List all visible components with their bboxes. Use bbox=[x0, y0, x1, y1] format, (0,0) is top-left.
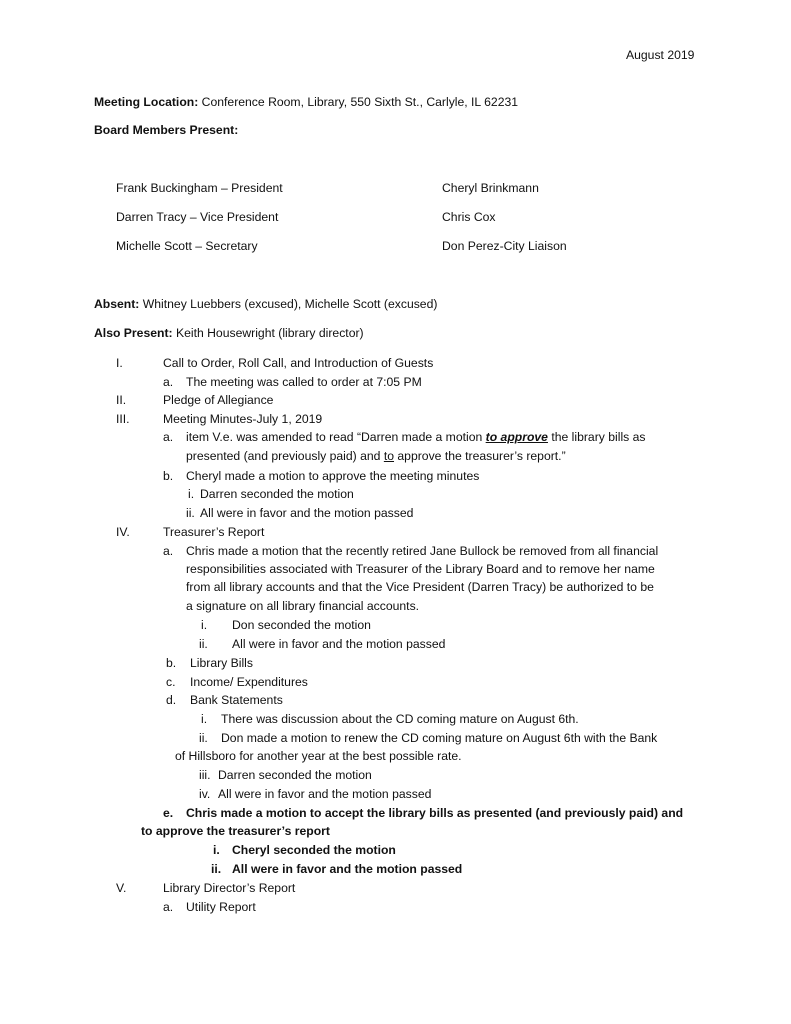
document-date: August 2019 bbox=[626, 48, 695, 62]
section-number: V. bbox=[116, 881, 127, 895]
meeting-location bbox=[94, 95, 518, 110]
subitem-mark: ii. bbox=[199, 731, 208, 745]
item-mark: b. bbox=[163, 469, 174, 483]
subitem-text: Cheryl seconded the motion bbox=[232, 843, 396, 857]
amendment-text: presented (and previously paid) and bbox=[186, 449, 384, 463]
board-member: Frank Buckingham – President bbox=[116, 181, 283, 195]
subitem-text: Darren seconded the motion bbox=[200, 487, 354, 501]
item-text: Income/ Expenditures bbox=[190, 675, 308, 689]
item-text-continued: responsibilities associated with Treasurer of the Library Board and to remove her name bbox=[186, 562, 655, 576]
board-member: Chris Cox bbox=[442, 210, 496, 224]
subitem-text: Darren seconded the motion bbox=[218, 768, 372, 782]
amendment-emphasis: to approve bbox=[485, 430, 548, 444]
meeting-location-label: Meeting Location: bbox=[94, 95, 199, 109]
subitem-mark: i. bbox=[188, 487, 195, 501]
motion-text: Chris made a motion to accept the library bills as presented (and previously paid) and bbox=[186, 806, 684, 820]
item-mark: c. bbox=[166, 675, 176, 689]
subitem-mark: iv. bbox=[199, 787, 211, 801]
subitem-text: Don seconded the motion bbox=[232, 618, 371, 632]
section-number: III. bbox=[116, 412, 130, 426]
section-title: Treasurer’s Report bbox=[163, 525, 265, 539]
section-number: I. bbox=[116, 356, 123, 370]
subitem-mark: i. bbox=[201, 712, 208, 726]
section-title: Meeting Minutes-July 1, 2019 bbox=[163, 412, 323, 426]
motion-text-continued: to approve the treasurer’s report bbox=[141, 824, 330, 838]
board-member: Don Perez-City Liaison bbox=[442, 239, 567, 253]
amendment-text: approve the treasurer’s report.” bbox=[394, 449, 566, 463]
board-member: Michelle Scott – Secretary bbox=[116, 239, 258, 253]
item-mark: a. bbox=[163, 900, 174, 914]
item-text: Utility Report bbox=[186, 900, 256, 914]
item-mark: b. bbox=[166, 656, 177, 670]
subitem-mark: i. bbox=[201, 618, 208, 632]
board-member: Cheryl Brinkmann bbox=[442, 181, 539, 195]
amendment-text: item V.e. was amended to read “Darren made a motion bbox=[186, 430, 486, 444]
subitem-mark: ii. bbox=[211, 862, 222, 876]
item-mark: e. bbox=[163, 806, 174, 820]
absent-value: Whitney Luebbers (excused), Michelle Scott (excused) bbox=[142, 297, 438, 311]
subitem-mark: iii. bbox=[199, 768, 211, 782]
item-text: Bank Statements bbox=[190, 693, 283, 707]
item-text bbox=[186, 430, 646, 445]
item-text: Cheryl made a motion to approve the meeting minutes bbox=[186, 469, 480, 483]
subitem-text: All were in favor and the motion passed bbox=[232, 637, 446, 651]
meeting-location-value: Conference Room, Library, 550 Sixth St., Carlyle, IL 62231 bbox=[201, 95, 519, 109]
item-text: Library Bills bbox=[190, 656, 253, 670]
subitem-text: All were in favor and the motion passed bbox=[232, 862, 463, 876]
amendment-underline: to bbox=[383, 449, 395, 463]
board-members-heading: Board Members Present: bbox=[94, 123, 239, 137]
item-mark: a. bbox=[163, 375, 174, 389]
subitem-text: Don made a motion to renew the CD coming mature on August 6th with the Bank bbox=[221, 731, 658, 745]
item-mark: a. bbox=[163, 544, 174, 558]
item-text-continued: a signature on all library financial accounts. bbox=[186, 599, 420, 613]
section-number: IV. bbox=[116, 525, 130, 539]
absent-label: Absent: bbox=[94, 297, 140, 311]
subitem-mark: i. bbox=[213, 843, 220, 857]
subitem-text-continued: of Hillsboro for another year at the best possible rate. bbox=[175, 749, 462, 763]
section-title: Pledge of Allegiance bbox=[163, 393, 274, 407]
item-mark: d. bbox=[166, 693, 177, 707]
also-present-line bbox=[94, 326, 364, 341]
item-text: The meeting was called to order at 7:05 PM bbox=[186, 375, 422, 389]
subitem-mark: ii. bbox=[186, 506, 195, 520]
section-number: II. bbox=[116, 393, 127, 407]
item-text: Chris made a motion that the recently retired Jane Bullock be removed from all financial bbox=[186, 544, 659, 558]
subitem-text: All were in favor and the motion passed bbox=[218, 787, 432, 801]
section-title: Call to Order, Roll Call, and Introduction of Guests bbox=[163, 356, 434, 370]
subitem-text: All were in favor and the motion passed bbox=[200, 506, 414, 520]
absent-line bbox=[94, 297, 437, 312]
also-present-label: Also Present: bbox=[94, 326, 173, 340]
amendment-text: the library bills as bbox=[547, 430, 646, 444]
item-text-continued: from all library accounts and that the Vice President (Darren Tracy) be authorized to be bbox=[186, 580, 654, 594]
also-present-value: Keith Housewright (library director) bbox=[175, 326, 364, 340]
section-title: Library Director’s Report bbox=[163, 881, 296, 895]
subitem-mark: ii. bbox=[199, 637, 208, 651]
item-mark: a. bbox=[163, 430, 174, 444]
item-text-continued bbox=[186, 449, 566, 464]
subitem-text: There was discussion about the CD coming mature on August 6th. bbox=[221, 712, 579, 726]
board-member: Darren Tracy – Vice President bbox=[116, 210, 279, 224]
